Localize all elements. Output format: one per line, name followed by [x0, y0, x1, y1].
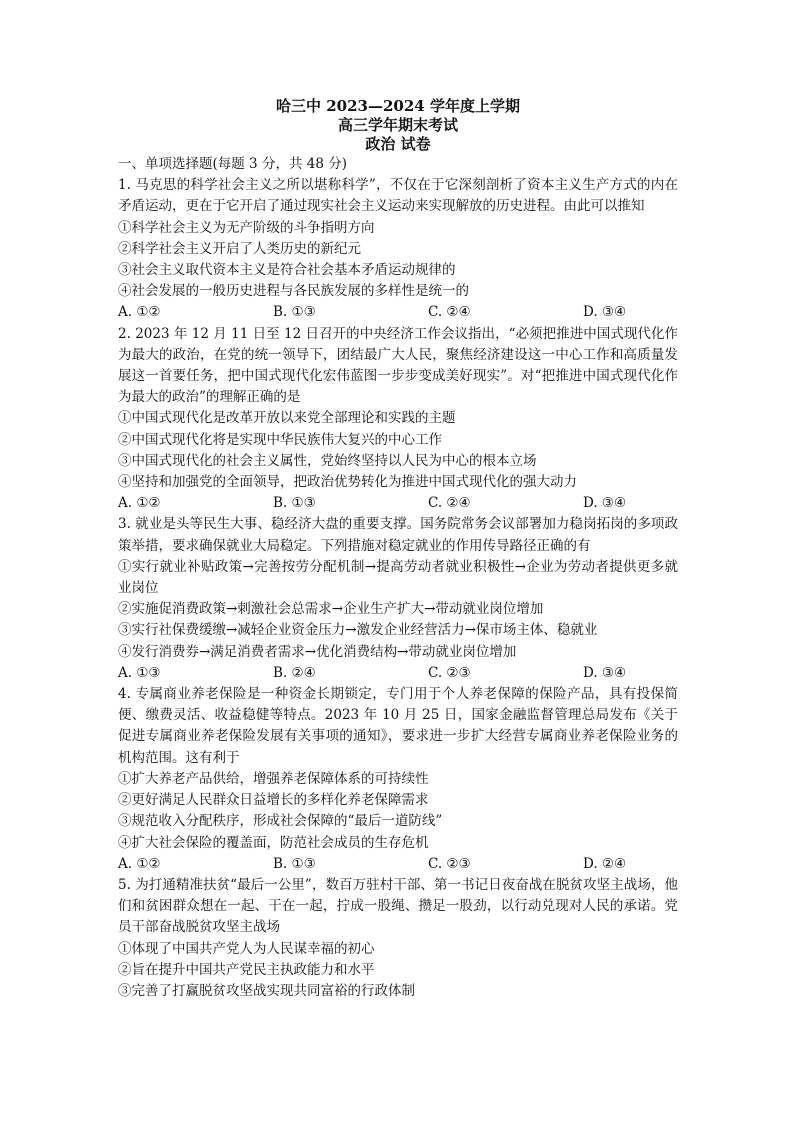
answer-options: [118, 663, 678, 684]
question-item: ①科学社会主义为无产阶级的斗争指明方向: [118, 219, 375, 236]
option-c: C. ②④: [428, 495, 471, 512]
question-item: ④发行消费券→满足消费者需求→优化消费结构→带动就业岗位增加: [118, 643, 517, 660]
subject-title: 政治 试卷: [365, 135, 431, 153]
question-stem: 1. 马克思的科学社会主义之所以堪称科学”，不仅在于它深刻剖析了资本主义生产方式的内在矛盾运动，更在于它开启了通过现实社会主义运动来实现解放的历史进程。由此可以推知: [118, 177, 678, 215]
question-item: ②更好满足人民群众日益增长的多样化养老保障需求: [118, 792, 429, 809]
option-a: A. ①③: [118, 664, 161, 681]
option-b: B. ①③: [273, 495, 316, 512]
question-item: ③中国式现代化的社会主义属性，党始终坚持以人民为中心的根本立场: [118, 452, 537, 469]
question-item: ④社会发展的一般历史进程与各民族发展的多样性是统一的: [118, 283, 469, 300]
option-d: D. ③④: [583, 664, 627, 681]
exam-name-title: 高三学年期末考试: [337, 116, 458, 134]
exam-content: [118, 97, 678, 1002]
question-item: ③实行社保费缓缴→减轻企业资金压力→激发企业经营活力→保市场主体、稳就业: [118, 622, 598, 639]
question-1: [118, 175, 678, 323]
question-item: ①体现了中国共产党人为人民谋幸福的初心: [118, 940, 375, 957]
option-a: A. ①②: [118, 855, 161, 872]
option-d: D. ③④: [583, 495, 627, 512]
question-item: ④坚持和加强党的全面领导，把政治优势转化为推进中国式现代化的强大动力: [118, 474, 577, 491]
section-heading: 一、单项选择题(每题 3 分，共 48 分): [118, 156, 347, 172]
option-c: C. ②③: [428, 855, 471, 872]
question-item: ③社会主义取代资本主义是符合社会基本矛盾运动规律的: [118, 262, 456, 279]
question-stem: 3. 就业是头等民生大事、稳经济大盘的重要支撑。国务院常务会议部署加力稳岗拓岗的多项政策举措，要求确保就业大局稳定。下列措施对稳定就业的作用传导路径正确的有: [118, 516, 678, 554]
question-item: ①实行就业补贴政策→完善按劳分配机制→提高劳动者就业积极性→企业为劳动者提供更多就业岗位: [118, 558, 678, 597]
question-stem: 2. 2023 年 12 月 11 日至 12 日召开的中央经济工作会议指出，“必须把推进中国式现代化作为最大的政治，在党的统一领导下，团结最广大人民，聚焦经济建设这一中心工作和高质量发展这一首要任务，把中国式现代化宏伟蓝图一步步变成美好现实”。对“把推进中国式现代化作为最大的政治”的理解正确的是: [118, 325, 678, 406]
answer-options: [118, 493, 678, 514]
question-4: [118, 684, 678, 875]
question-item: ③规范收入分配秩序，形成社会保障的“最后一道防线”: [118, 813, 443, 830]
answer-options: [118, 302, 678, 323]
question-stem: 4. 专属商业养老保险是一种资金长期锁定，专门用于个人养老保障的保险产品，具有投保简便、缴费灵活、收益稳健等特点。2023 年 10 月 25 日，国家金融监督管理总局发布《关于促进专属商业养老保险发展有关事项的通知》，要求进一步扩大经营专属商业养老保险业务的机构范围。这有利于: [118, 686, 678, 766]
option-c: C. ②④: [428, 304, 471, 321]
question-2: [118, 324, 678, 515]
option-c: C. ②③: [428, 664, 471, 681]
question-item: ②旨在提升中国共产党民主执政能力和水平: [118, 961, 375, 978]
option-b: B. ①③: [273, 855, 316, 872]
option-b: B. ①③: [273, 304, 316, 321]
school-term-title: 哈三中 2023—2024 学年度上学期: [276, 97, 520, 115]
question-item: ④扩大社会保险的覆盖面，防范社会成员的生存危机: [118, 834, 429, 851]
question-item: ①中国式现代化是改革开放以来党全部理论和实践的主题: [118, 410, 456, 427]
option-d: D. ③④: [583, 304, 627, 321]
question-item: ②中国式现代化将是实现中华民族伟大复兴的中心工作: [118, 431, 442, 448]
option-b: B. ②④: [273, 664, 316, 681]
question-item: ②科学社会主义开启了人类历史的新纪元: [118, 240, 361, 257]
option-d: D. ②④: [583, 855, 627, 872]
question-item: ③完善了打赢脱贫攻坚战实现共同富裕的行政体制: [118, 982, 415, 999]
option-a: A. ①②: [118, 495, 161, 512]
question-stem: 5. 为打通精准扶贫“最后一公里”，数百万驻村干部、第一书记日夜奋战在脱贫攻坚主战场，他们和贫困群众想在一起、干在一起，拧成一股绳、攒足一股劲，以行动兑现对人民的承诺。党员干部奋战脱贫攻坚主战场: [118, 876, 678, 936]
question-item: ①扩大养老产品供给，增强养老保障体系的可持续性: [118, 770, 429, 787]
option-a: A. ①②: [118, 304, 161, 321]
question-5: [118, 875, 678, 1002]
question-3: [118, 514, 678, 684]
question-item: ②实施促消费政策→刺激社会总需求→企业生产扩大→带动就业岗位增加: [118, 601, 544, 618]
answer-options: [118, 854, 678, 875]
